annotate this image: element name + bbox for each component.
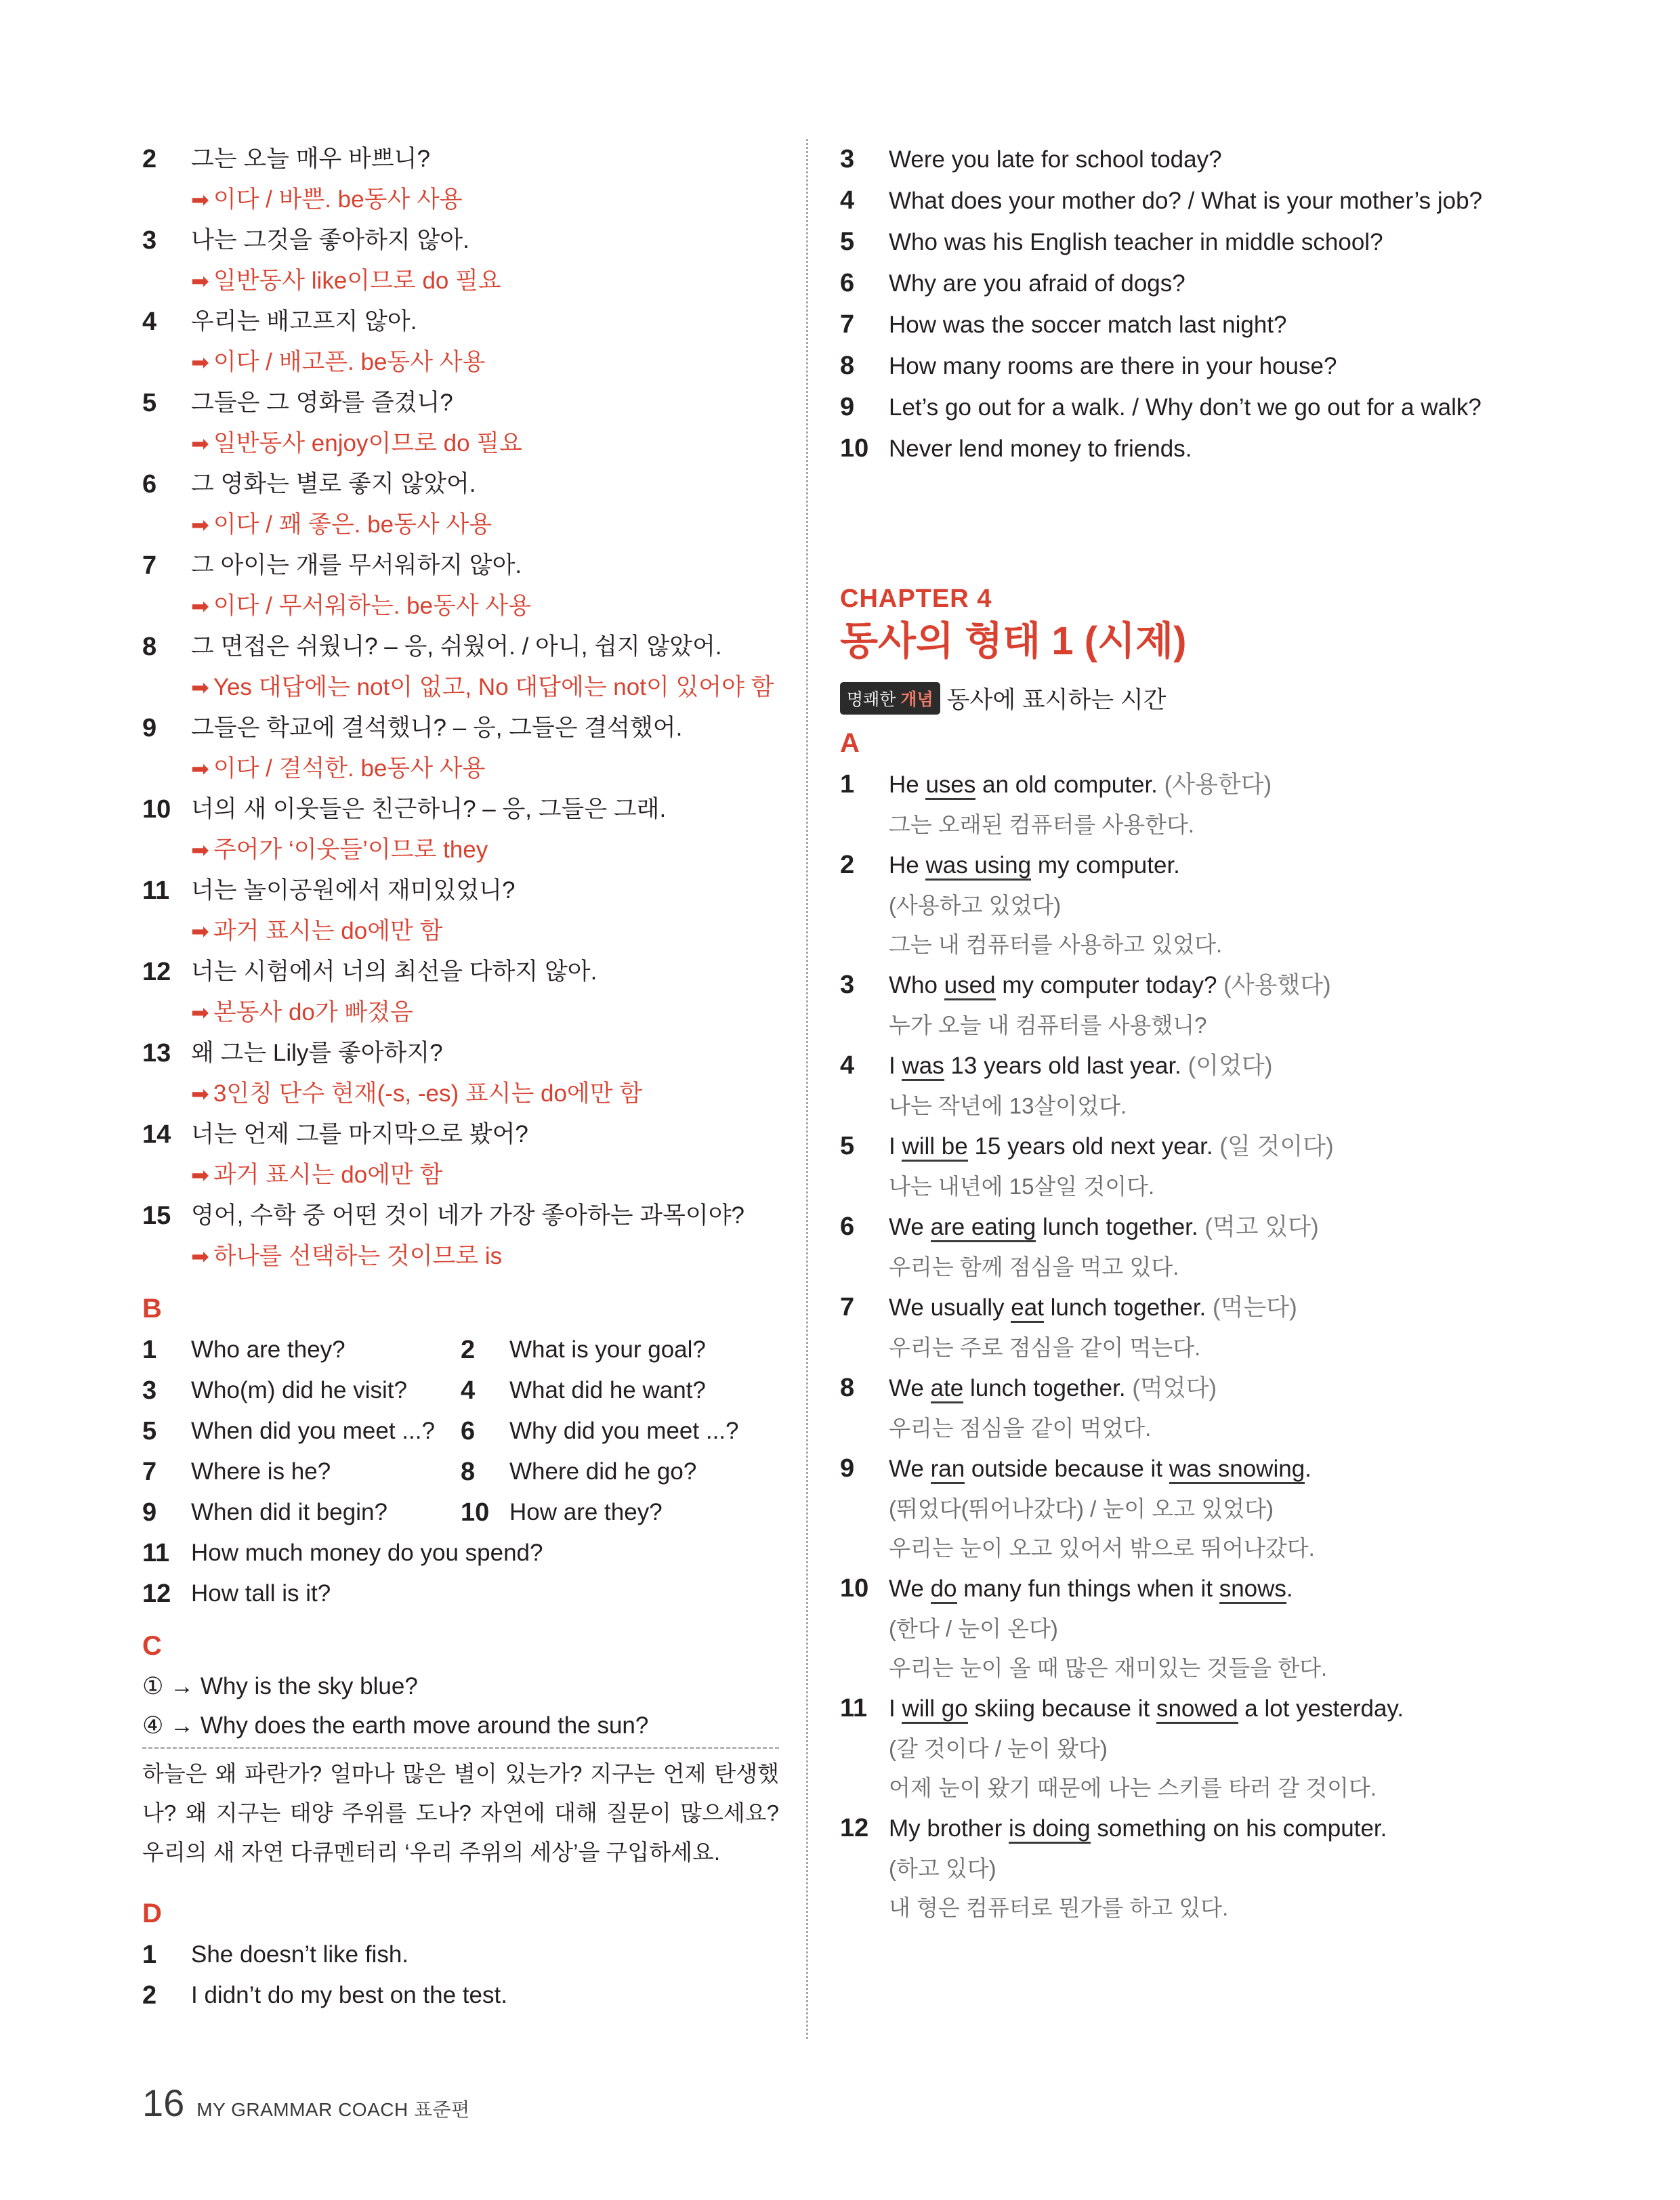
a-item (840, 1808, 1517, 1928)
c-answer-2: ④ → Why does the earth move around the sun? (142, 1712, 649, 1739)
explanation-text: 이다 / 바쁜. be동사 사용 (213, 186, 463, 213)
item-number: 2 (461, 1336, 476, 1364)
item-number: 10 (840, 1574, 869, 1603)
sentence-part: an old computer. (975, 771, 1158, 798)
tense-gloss: (사용하고 있었다) (889, 893, 1062, 918)
answer-text: Were you late for school today? (889, 146, 1222, 173)
explanation-text: 이다 / 결석한. be동사 사용 (213, 755, 486, 782)
korean-sentence: 너는 언제 그를 마지막으로 봤어? (191, 1121, 528, 1147)
sentence-part: We (889, 1214, 931, 1240)
korean-translation: 우리는 눈이 오고 있어서 밖으로 뛰어나갔다. (889, 1536, 1315, 1561)
arrow-icon: ➡ (191, 1082, 209, 1106)
a-item (840, 1568, 1517, 1688)
explanation (191, 1074, 779, 1114)
question-item (142, 301, 779, 383)
answer-item (840, 304, 1517, 345)
b-answer (142, 1411, 461, 1452)
korean-sentence: 왜 그는 Lily를 좋아하지? (191, 1040, 443, 1066)
b-answer (461, 1330, 779, 1370)
english-sentence (889, 965, 1517, 1006)
question-list-continued (840, 139, 1517, 469)
answer-item (840, 263, 1517, 304)
explanation (191, 830, 779, 870)
explanation-text: 과거 표시는 do에만 함 (213, 918, 443, 944)
b-answer (461, 1370, 779, 1411)
section-d-letter: D (142, 1899, 162, 1928)
english-sentence (889, 1126, 1517, 1167)
item-number: 7 (142, 1458, 157, 1486)
c-translation: 하늘은 왜 파란가? 얼마나 많은 별이 있는가? 지구는 언제 탄생했나? 왜 지구는 태양 주위를 도나? 자연에 대해 질문이 많으세요? 우리의 새 자연 다큐멘터리 ‘우리 주위의 세상’을 구입하세요. (142, 1761, 779, 1865)
a-item (840, 1688, 1517, 1808)
explanation-text: 3인칭 단수 현재(-s, -es) 표시는 do에만 함 (213, 1080, 643, 1107)
sentence-part: outside because it (965, 1456, 1169, 1482)
section-c (142, 1667, 779, 1872)
badge-accent: 개념 (900, 690, 933, 709)
answer-text: She doesn’t like fish. (191, 1941, 409, 1968)
explanation (191, 423, 779, 464)
explanation (191, 1155, 779, 1196)
left-column (142, 139, 779, 2016)
answer-item (840, 387, 1517, 428)
item-number: 14 (142, 1120, 171, 1149)
tense-gloss: (뛰었다(뛰어나갔다) / 눈이 오고 있었다) (889, 1496, 1274, 1521)
underlined-verb: are eating (931, 1214, 1036, 1242)
explanation (191, 1236, 779, 1277)
item-number: 1 (142, 1336, 157, 1364)
underlined-verb: snows (1219, 1575, 1286, 1604)
underlined-verb: ate (931, 1375, 964, 1403)
underlined-verb: was snowing (1169, 1456, 1305, 1484)
answer-text: How was the soccer match last night? (889, 312, 1287, 338)
question-item (142, 1114, 779, 1196)
section-a-list (840, 764, 1517, 1928)
section-c-letter: C (142, 1631, 162, 1661)
underlined-verb: used (944, 972, 996, 1000)
a-item (840, 1448, 1517, 1568)
korean-translation: 누가 오늘 내 컴퓨터를 사용했니? (889, 1013, 1207, 1038)
sentence-part: He (889, 771, 926, 798)
sentence-part: He (889, 852, 926, 879)
english-sentence (889, 1688, 1517, 1729)
tense-gloss: (먹었다) (1132, 1375, 1217, 1401)
chapter-title: 동사의 형태 1 (시제) (840, 619, 1187, 663)
explanation-text: 과거 표시는 do에만 함 (213, 1162, 443, 1188)
arrow-icon: ➡ (191, 919, 209, 944)
english-sentence (889, 845, 1517, 886)
korean-translation: 나는 내년에 15살일 것이다. (889, 1174, 1155, 1199)
explanation-text: 이다 / 무서워하는. be동사 사용 (213, 593, 531, 619)
sentence-part: We (889, 1575, 931, 1602)
korean-sentence: 너의 새 이웃들은 친근하니? – 응, 그들은 그래. (191, 796, 667, 822)
answer-text: How tall is it? (191, 1580, 331, 1607)
question-item (142, 220, 779, 301)
answer-text: How are they? (509, 1499, 663, 1525)
item-number: 9 (142, 714, 157, 742)
tense-gloss: (하고 있다) (889, 1856, 996, 1881)
item-number: 15 (142, 1202, 171, 1230)
korean-sentence: 그 면접은 쉬웠니? – 응, 쉬웠어. / 아니, 쉽지 않았어. (191, 633, 722, 660)
item-number: 9 (840, 393, 855, 421)
b-answer (461, 1452, 779, 1492)
english-sentence (889, 1808, 1517, 1849)
korean-sentence: 그 영화는 별로 좋지 않았어. (191, 471, 476, 497)
d-answer (142, 1934, 779, 1975)
arrow-icon: ➡ (191, 350, 209, 375)
b-answer (461, 1411, 779, 1452)
item-number: 6 (461, 1417, 476, 1445)
answer-text: I didn’t do my best on the test. (191, 1982, 507, 2008)
sentence-part: Who (889, 972, 944, 998)
explanation (191, 667, 779, 708)
korean-sentence: 우리는 배고프지 않아. (191, 308, 417, 335)
item-number: 3 (840, 145, 855, 173)
explanation-text: 일반동사 enjoy이므로 do 필요 (213, 430, 522, 457)
underlined-verb: ran (931, 1456, 965, 1484)
item-number: 13 (142, 1039, 171, 1067)
arrow-icon: ➡ (191, 1163, 209, 1187)
underlined-verb: will be (902, 1133, 967, 1162)
section-d-list (142, 1934, 779, 2016)
item-number: 8 (461, 1458, 476, 1486)
item-number: 12 (840, 1814, 869, 1842)
explanation-text: 주어가 ‘이웃들’이므로 they (213, 837, 488, 863)
english-sentence (889, 1045, 1517, 1086)
question-item (142, 464, 779, 545)
arrow-icon: ➡ (191, 594, 209, 618)
english-sentence (889, 1287, 1517, 1328)
korean-sentence: 그들은 학교에 결석했니? – 응, 그들은 결석했어. (191, 715, 683, 741)
explanation-text: 하나를 선택하는 것이므로 is (213, 1243, 503, 1269)
a-item (840, 1368, 1517, 1448)
korean-translation: 나는 작년에 13살이었다. (889, 1093, 1127, 1118)
page-number: 16 (142, 2081, 185, 2124)
sentence-part: . (1305, 1456, 1311, 1482)
item-number: 4 (461, 1376, 476, 1405)
explanation-text: 이다 / 배고픈. be동사 사용 (213, 349, 486, 375)
item-number: 5 (840, 1132, 855, 1160)
tense-gloss: (일 것이다) (1219, 1133, 1334, 1160)
item-number: 4 (840, 186, 855, 215)
answer-text: How many rooms are there in your house? (889, 353, 1337, 379)
item-number: 2 (142, 145, 157, 173)
item-number: 9 (840, 1454, 855, 1483)
answer-text: Where is he? (191, 1458, 331, 1485)
item-number: 10 (142, 795, 171, 824)
korean-translation: 우리는 함께 점심을 먹고 있다. (889, 1254, 1179, 1279)
arrow-icon: ➡ (191, 675, 209, 700)
explanation-text: 본동사 do가 빠졌음 (213, 999, 413, 1025)
explanation-text: Yes 대답에는 not이 없고, No 대답에는 not이 있어야 함 (213, 674, 774, 700)
dashed-divider (142, 1747, 779, 1749)
arrow-icon: ➡ (191, 513, 209, 537)
english-sentence (889, 1568, 1517, 1609)
item-number: 2 (142, 1981, 157, 2010)
sentence-part: lunch together. (1036, 1214, 1198, 1240)
question-item (142, 1033, 779, 1114)
korean-sentence: 그들은 그 영화를 즐겼니? (191, 389, 453, 416)
a-item (840, 764, 1517, 845)
b-answer (142, 1330, 461, 1370)
right-column (840, 139, 1517, 1928)
item-number: 9 (142, 1498, 157, 1527)
b-answer (142, 1573, 779, 1614)
answer-text: How much money do you spend? (191, 1540, 543, 1566)
sentence-part: my computer. (1031, 852, 1180, 879)
answer-text: What did he want? (509, 1377, 706, 1403)
concept-badge (840, 682, 940, 715)
item-number: 11 (142, 876, 170, 905)
sentence-part: skiing because it (967, 1695, 1156, 1722)
answer-item (840, 345, 1517, 387)
explanation (191, 911, 779, 952)
b-answer (142, 1452, 461, 1492)
item-number: 11 (142, 1539, 170, 1567)
arrow-icon: ➡ (191, 757, 209, 781)
tense-gloss: (먹고 있다) (1204, 1214, 1319, 1240)
korean-sentence: 너는 시험에서 너의 최선을 다하지 않아. (191, 958, 597, 985)
underlined-verb: do (931, 1575, 957, 1604)
section-b-grid (142, 1330, 779, 1614)
a-item (840, 845, 1517, 965)
tense-gloss: (사용한다) (1164, 771, 1272, 798)
item-number: 6 (142, 470, 157, 499)
tense-gloss: (한다 / 눈이 온다) (889, 1616, 1058, 1641)
tense-gloss: (사용했다) (1223, 972, 1331, 998)
item-number: 7 (840, 1293, 855, 1321)
a-item (840, 965, 1517, 1045)
explanation-text: 일반동사 like이므로 do 필요 (213, 268, 501, 294)
item-number: 3 (142, 226, 157, 255)
item-number: 12 (142, 958, 171, 986)
column-divider (806, 139, 808, 2039)
item-number: 5 (840, 228, 855, 256)
d-answer (142, 1975, 779, 2016)
answer-text: Never lend money to friends. (889, 436, 1192, 462)
item-number: 8 (840, 1374, 855, 1402)
arrow-icon: ➡ (191, 431, 209, 456)
a-item (840, 1126, 1517, 1206)
arrow-icon: ➡ (191, 1000, 209, 1025)
korean-translation: 그는 오래된 컴퓨터를 사용한다. (889, 812, 1195, 837)
chapter-label: CHAPTER 4 (840, 585, 992, 613)
b-answer (461, 1492, 779, 1533)
page-footer (142, 2081, 470, 2125)
answer-text: What does your mother do? / What is your mother’s job? (889, 188, 1483, 214)
a-item (840, 1287, 1517, 1368)
english-sentence (889, 764, 1517, 805)
english-sentence (889, 1448, 1517, 1489)
korean-translation: 어제 눈이 왔기 때문에 나는 스키를 타러 갈 것이다. (889, 1775, 1377, 1800)
badge-text: 명쾌한 (847, 690, 896, 709)
sentence-part: 13 years old last year. (944, 1053, 1181, 1079)
korean-translation: 우리는 주로 점심을 같이 먹는다. (889, 1335, 1201, 1360)
korean-translation: 우리는 눈이 올 때 많은 재미있는 것들을 한다. (889, 1655, 1328, 1680)
b-answer (142, 1370, 461, 1411)
book-title: MY GRAMMAR COACH 표준편 (196, 2099, 470, 2120)
answer-item (840, 180, 1517, 221)
item-number: 8 (142, 633, 157, 661)
sentence-part: We usually (889, 1294, 1011, 1321)
underlined-verb: was (902, 1053, 944, 1081)
underlined-verb: eat (1011, 1294, 1044, 1323)
answer-item (840, 139, 1517, 180)
item-number: 7 (142, 551, 157, 580)
explanation (191, 748, 779, 789)
underlined-verb: uses (925, 771, 975, 800)
item-number: 1 (840, 770, 855, 799)
answer-text: Who(m) did he visit? (191, 1377, 407, 1403)
answer-text: Where did he go? (509, 1458, 697, 1485)
sentence-part: I (889, 1133, 902, 1160)
item-number: 4 (142, 308, 157, 336)
item-number: 8 (840, 352, 855, 380)
korean-translation: 내 형은 컴퓨터로 뭔가를 하고 있다. (889, 1895, 1229, 1920)
arrow-icon: ➡ (191, 269, 209, 293)
explanation-text: 이다 / 꽤 좋은. be동사 사용 (213, 511, 492, 538)
answer-text: Who are they? (191, 1336, 345, 1363)
question-item (142, 383, 779, 464)
sentence-part: lunch together. (963, 1375, 1126, 1401)
a-item (840, 1206, 1517, 1287)
question-item (142, 1196, 779, 1277)
korean-sentence: 나는 그것을 좋아하지 않아. (191, 227, 469, 253)
sentence-part: My brother (889, 1815, 1009, 1842)
answer-text: Who was his English teacher in middle school? (889, 229, 1383, 255)
answer-text: Let’s go out for a walk. / Why don’t we go out for a walk? (889, 394, 1482, 421)
english-sentence (889, 1368, 1517, 1409)
explanation (191, 179, 779, 220)
answer-item (840, 221, 1517, 263)
explanation (191, 505, 779, 545)
item-number: 12 (142, 1580, 171, 1608)
question-item (142, 627, 779, 708)
underlined-verb: is doing (1009, 1815, 1091, 1844)
answer-text: What is your goal? (509, 1336, 706, 1363)
sentence-part: something on his computer. (1090, 1815, 1387, 1842)
korean-sentence: 영어, 수학 중 어떤 것이 네가 가장 좋아하는 과목이야? (191, 1202, 744, 1229)
a-item (840, 1045, 1517, 1126)
question-item (142, 952, 779, 1033)
concept-line (840, 681, 1517, 715)
tense-gloss: (이었다) (1188, 1053, 1273, 1079)
answer-text: Why did you meet ...? (509, 1418, 739, 1444)
explanation (191, 992, 779, 1033)
underlined-verb: will go (902, 1695, 967, 1724)
question-item (142, 545, 779, 627)
item-number: 7 (840, 310, 855, 339)
item-number: 5 (142, 389, 157, 417)
question-item (142, 789, 779, 870)
sentence-part: my computer today? (995, 972, 1217, 998)
sentence-part: lunch together. (1043, 1294, 1206, 1321)
arrow-icon: ➡ (191, 1244, 209, 1269)
answer-item (840, 428, 1517, 469)
korean-translation: 우리는 점심을 같이 먹었다. (889, 1416, 1152, 1441)
sentence-part: We (889, 1456, 931, 1482)
explanation (191, 342, 779, 383)
item-number: 3 (840, 971, 855, 999)
question-item (142, 870, 779, 952)
tense-gloss: (먹는다) (1213, 1294, 1297, 1321)
arrow-icon: ➡ (191, 188, 209, 212)
b-answer (142, 1533, 779, 1573)
sentence-part: 15 years old next year. (967, 1133, 1213, 1160)
item-number: 2 (840, 851, 855, 879)
c-answer-1: ① → Why is the sky blue? (142, 1673, 418, 1699)
item-number: 11 (840, 1694, 868, 1722)
item-number: 4 (840, 1051, 855, 1080)
item-number: 6 (840, 1212, 855, 1241)
sentence-part: We (889, 1375, 931, 1401)
english-sentence (889, 1206, 1517, 1248)
concept-text: 동사에 표시하는 시간 (946, 687, 1167, 713)
korean-sentence: 그는 오늘 매우 바쁘니? (191, 146, 430, 172)
answer-text: When did it begin? (191, 1499, 387, 1525)
sentence-part: . (1286, 1575, 1293, 1602)
section-a-letter: A (840, 728, 860, 758)
sentence-part: I (889, 1053, 902, 1079)
item-number: 5 (142, 1417, 157, 1445)
sentence-part: many fun things when it (957, 1575, 1219, 1602)
underlined-verb: snowed (1156, 1695, 1238, 1724)
sentence-part: a lot yesterday. (1238, 1695, 1404, 1722)
question-list (142, 139, 779, 1277)
sentence-part: I (889, 1695, 902, 1722)
b-answer (142, 1492, 461, 1533)
item-number: 10 (840, 434, 869, 463)
item-number: 3 (142, 1376, 157, 1405)
item-number: 1 (142, 1941, 157, 1969)
item-number: 6 (840, 269, 855, 297)
korean-sentence: 너는 놀이공원에서 재미있었니? (191, 877, 516, 904)
explanation (191, 586, 779, 627)
arrow-icon: ➡ (191, 838, 209, 862)
underlined-verb: was using (925, 852, 1031, 881)
answer-text: When did you meet ...? (191, 1418, 435, 1444)
korean-translation: 그는 내 컴퓨터를 사용하고 있었다. (889, 932, 1223, 957)
explanation (191, 261, 779, 301)
answer-text: Why are you afraid of dogs? (889, 270, 1185, 297)
korean-sentence: 그 아이는 개를 무서워하지 않아. (191, 552, 522, 578)
tense-gloss: (갈 것이다 / 눈이 왔다) (889, 1736, 1108, 1761)
question-item (142, 708, 779, 789)
item-number: 10 (461, 1498, 490, 1527)
question-item (142, 139, 779, 220)
section-b-letter: B (142, 1294, 162, 1324)
